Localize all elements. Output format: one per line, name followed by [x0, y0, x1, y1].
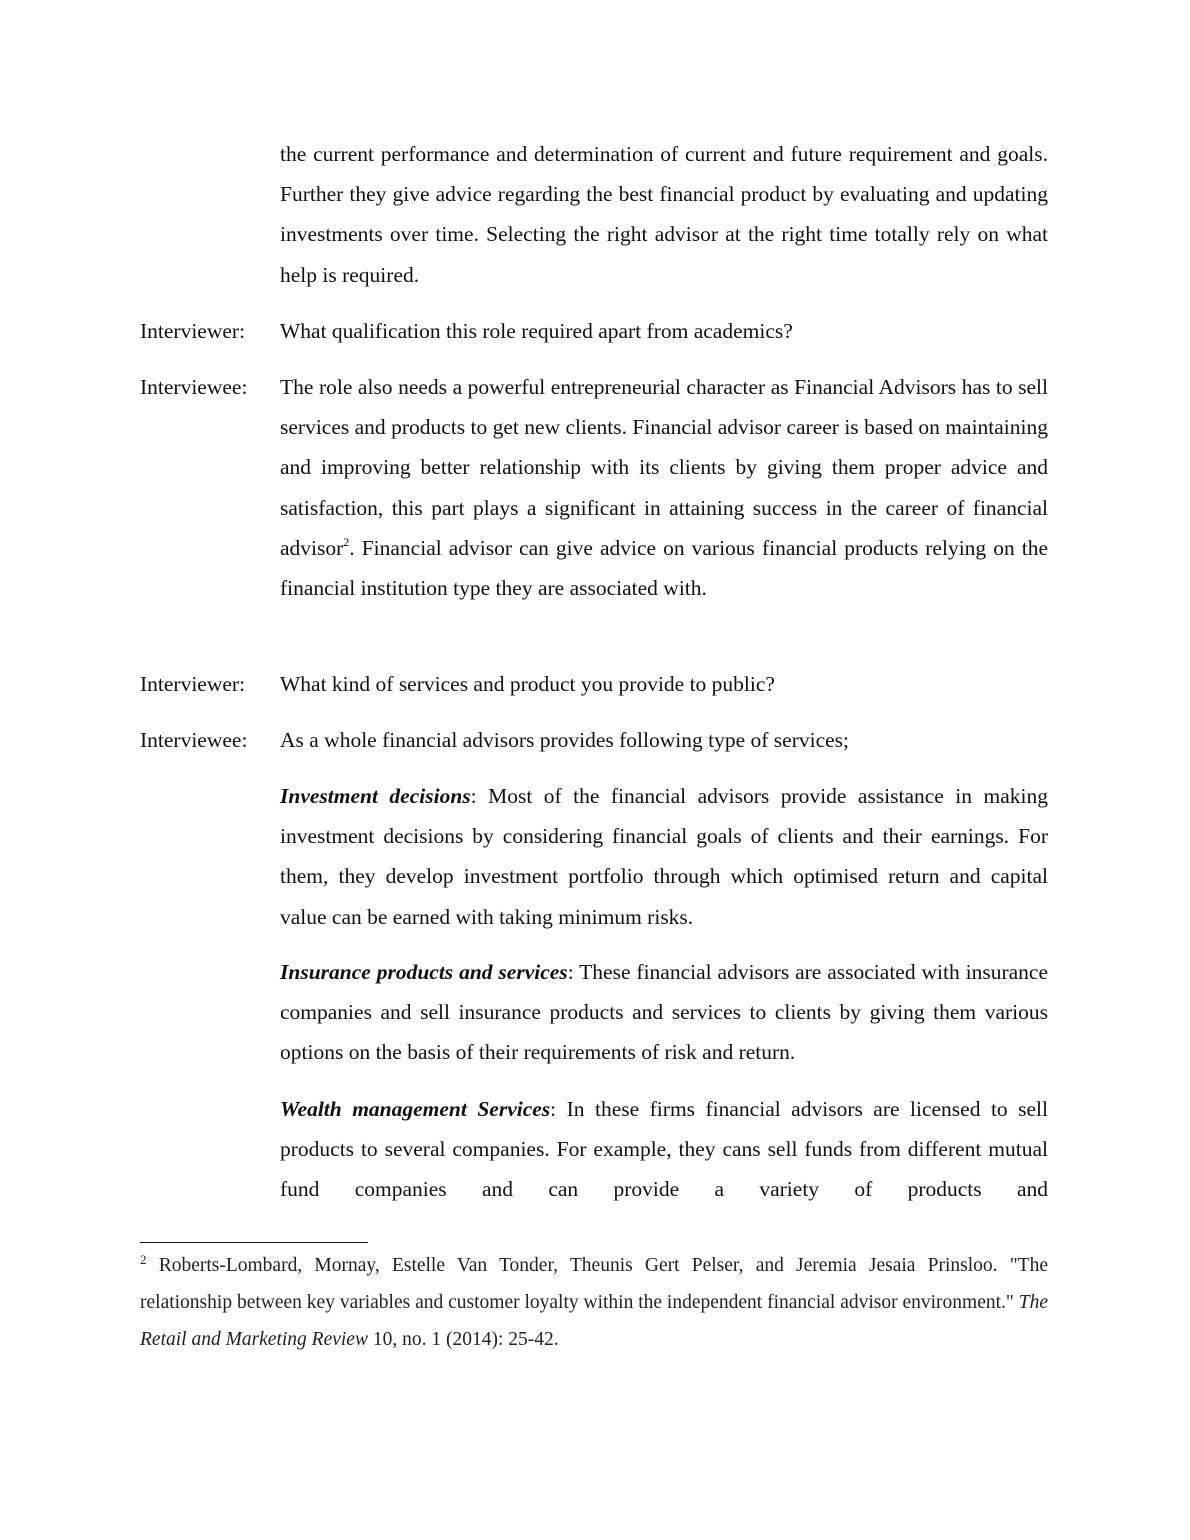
answer-text-part: . Financial advisor can give advice on various financial products relying on the financial institution type they are associated with. [280, 535, 1048, 601]
speaker-label: Interviewer: [140, 319, 246, 343]
speaker-label: Interviewee: [140, 375, 248, 399]
dialogue-turn-interviewer-1 [140, 311, 1048, 351]
service-term: Insurance products and services [280, 960, 568, 984]
speaker-label: Interviewer: [140, 672, 246, 696]
service-description: : In these firms financial advisors are licensed to sell products to several companies. For example, they cans sell funds from different mutual fund companies and can provide a variety of products and [280, 1097, 1048, 1202]
service-paragraph-wealth [280, 1089, 1048, 1210]
continuation-paragraph: the current performance and determination of current and future requirement and goals. Further they give advice regarding the best financial product by evaluating and updating investments over time. Selecting the right advisor at the right time totally rely on what help is required. [280, 142, 1048, 287]
service-paragraph-investment [280, 776, 1048, 937]
footnote-separator [140, 1242, 368, 1243]
dialogue-turn-interviewee-2 [140, 720, 1048, 760]
dialogue-turn-interviewer-2 [140, 664, 1048, 704]
footnote-journal-title: The Retail and Marketing Review [140, 1292, 1048, 1350]
answer-text-part: The role also needs a powerful entrepreneurial character as Financial Advisors has to sell services and products to get new clients. Financial advisor career is based on maintaining and improving better relationship with its clients by giving them proper advice and satisfaction, this part plays a significant in attaining success in the career of financial advisor [280, 375, 1048, 560]
footnote-number: 2 [140, 1252, 147, 1267]
footnote-reference: 2 [343, 534, 350, 549]
interviewee-answer [280, 367, 1048, 608]
speaker-label: Interviewee: [140, 728, 248, 752]
service-description: : Most of the financial advisors provide assistance in making investment decisions by considering financial goals of clients and their earnings. For them, they develop investment portfolio through which optimised return and capital value can be earned with taking minimum risks. [280, 784, 1048, 929]
dialogue-turn-interviewee-1 [140, 367, 1048, 608]
interviewee-answer: As a whole financial advisors provides following type of services; [280, 728, 850, 752]
service-term: Wealth management Services [280, 1097, 551, 1121]
footnote [140, 1247, 1048, 1358]
interviewer-question: What qualification this role required apart from academics? [280, 319, 793, 343]
footnote-text: Roberts-Lombard, Mornay, Estelle Van Tonder, Theunis Gert Pelser, and Jeremia Jesaia Prinsloo. "The relationship between key variables and customer loyalty within the independent financial advisor environment." [140, 1255, 1048, 1313]
service-paragraph-insurance [280, 952, 1048, 1073]
service-description: : These financial advisors are associated with insurance companies and sell insurance products and services to clients by giving them various options on the basis of their requirements of risk and return. [280, 960, 1048, 1065]
footnote-text: 10, no. 1 (2014): 25-42. [367, 1329, 559, 1350]
interviewer-question: What kind of services and product you provide to public? [280, 672, 775, 696]
service-term: Investment decisions [280, 784, 471, 808]
